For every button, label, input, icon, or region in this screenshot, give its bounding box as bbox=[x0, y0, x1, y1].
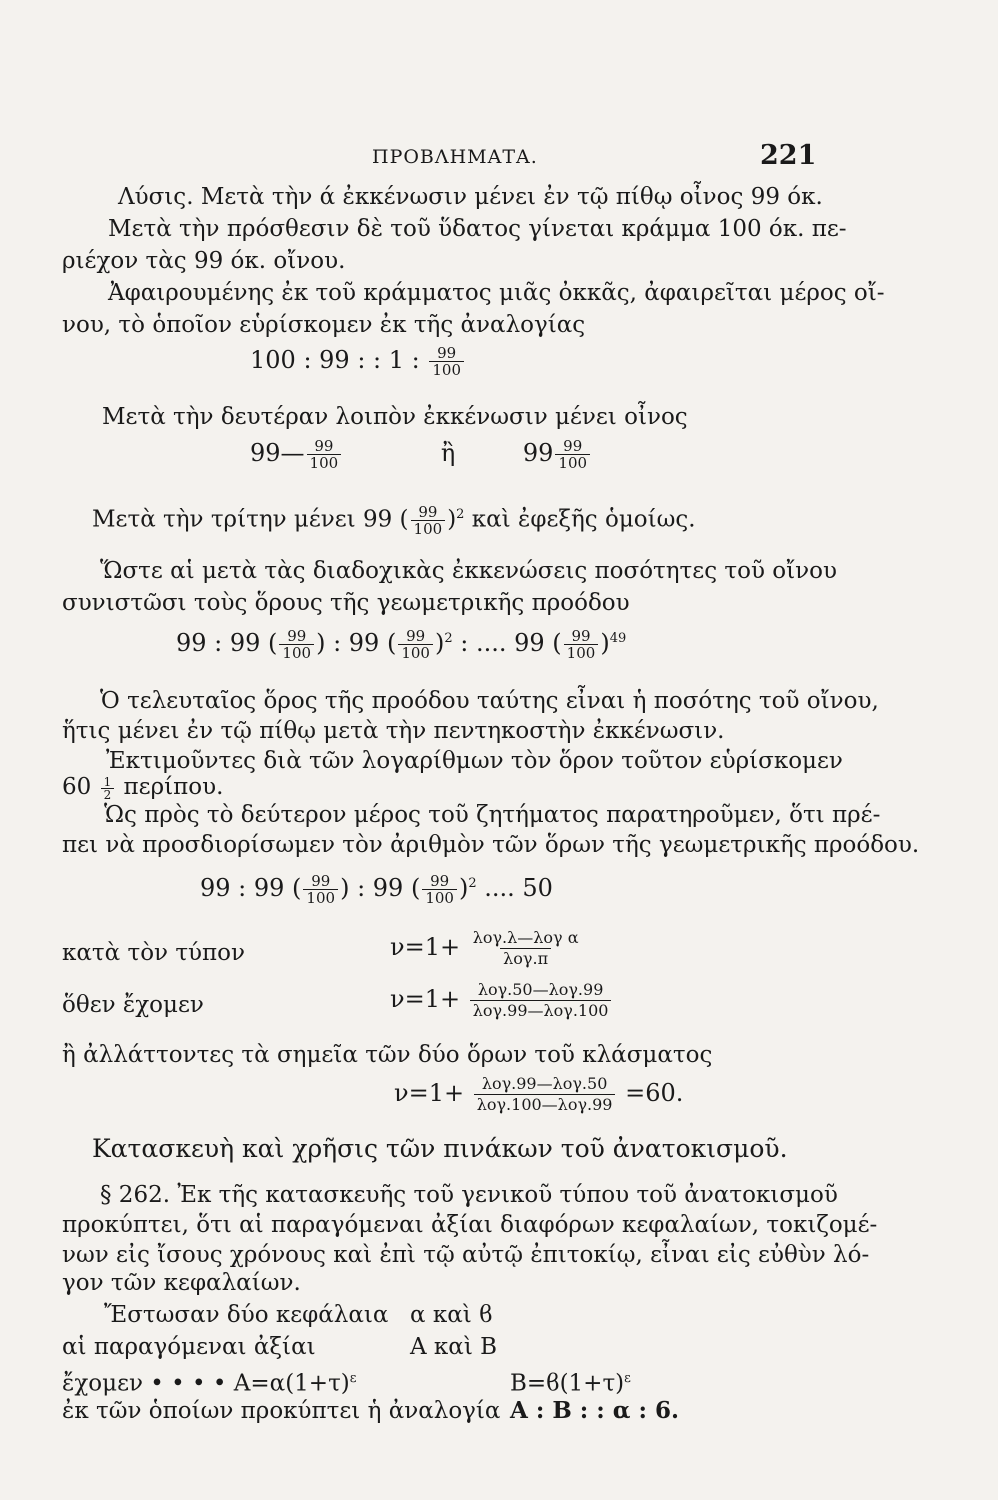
text-line: νου, τὸ ὁποῖον εὑρίσκομεν ἐκ τῆς ἀναλογίας bbox=[62, 312, 586, 338]
exponent: 49 bbox=[609, 631, 627, 646]
table-value: Α : Β : : α : 6. bbox=[510, 1397, 680, 1424]
denominator: 100 bbox=[564, 644, 599, 661]
equation-text: =60. bbox=[625, 1079, 684, 1107]
fraction bbox=[303, 873, 338, 906]
equation-text: 100 : 99 : : 1 : bbox=[250, 346, 420, 374]
denominator: λογ.100—λογ.99 bbox=[474, 1094, 616, 1115]
fraction bbox=[307, 438, 342, 471]
running-title: ΠΡΟΒΛΗΜΑΤΑ. bbox=[372, 146, 538, 168]
denominator: 100 bbox=[422, 889, 457, 906]
equation-text: ν=1+ bbox=[390, 985, 461, 1013]
denominator: λογ.π bbox=[500, 948, 551, 969]
numerator: 99 bbox=[418, 503, 438, 522]
remainder-equation bbox=[250, 438, 592, 471]
text-line: νων εἰς ἴσους χρόνους καὶ ἐπὶ τῷ αὐτῷ ἐπιτοκίῳ, εἶναι εἰς εὐθὺν λό- bbox=[62, 1242, 870, 1268]
text-line: Μετὰ τὴν δευτέραν λοιπὸν ἐκκένωσιν μένει οἶνος bbox=[102, 404, 688, 430]
equation-text: ν=1+ bbox=[390, 933, 461, 961]
page-number: 221 bbox=[760, 140, 817, 171]
fraction bbox=[470, 928, 582, 969]
fraction bbox=[564, 628, 599, 661]
formula-label: κατὰ τὸν τύπον bbox=[62, 940, 245, 966]
denominator: 100 bbox=[429, 361, 464, 378]
equation-text: : .... 99 bbox=[460, 629, 545, 657]
numerator: 99 bbox=[437, 344, 457, 362]
text-line: συνιστῶσι τοὺς ὅρους τῆς γεωμετρικῆς προόδου bbox=[62, 590, 630, 616]
fraction bbox=[429, 345, 464, 378]
text-line: πει νὰ προσδιορίσωμεν τὸν ἀριθμὸν τῶν ὅρων τῆς γεωμετρικῆς προόδου. bbox=[62, 832, 920, 858]
numerator: λογ.λ—λογ α bbox=[472, 928, 579, 947]
numerator: 99 bbox=[287, 627, 307, 645]
denominator: 100 bbox=[307, 454, 342, 471]
table-label: ἐκ τῶν ὁποίων προκύπτει ἡ ἀναλογία bbox=[62, 1398, 501, 1424]
third-emptying-line: Μετὰ τὴν τρίτην μένει 99 ( $\frac{99}{100}$ )$^2$ καὶ ἐφεξῆς ὁμοίως. bbox=[92, 503, 696, 539]
text-segment: περίπου. bbox=[123, 774, 224, 800]
numerator: λογ.50—λογ.99 bbox=[477, 980, 604, 999]
numerator: 99 bbox=[314, 437, 334, 455]
numerator: 1 bbox=[103, 774, 112, 789]
geometric-progression: 99 : 99 ( $\frac{99}{100}$ ) : 99 ( $\frac{99}{100}$ )$^2$ : .... 99 ( $\frac{99}{100}$ )$^{49}$ bbox=[176, 627, 627, 662]
formula-general bbox=[390, 928, 584, 969]
fraction bbox=[474, 1074, 616, 1115]
denominator: 100 bbox=[411, 520, 446, 537]
text-line: Ὥστε αἱ μετὰ τὰς διαδοχικὰς ἐκκενώσεις ποσότητες τοῦ οἴνου bbox=[100, 558, 837, 584]
exponent: 2 bbox=[456, 507, 465, 522]
table-value: α καὶ ϐ bbox=[410, 1302, 493, 1328]
table-value: Α καὶ Β bbox=[410, 1334, 498, 1360]
exponent: ε bbox=[349, 1371, 357, 1386]
text-line: ριέχον τὰς 99 όκ. οἴνου. bbox=[62, 248, 346, 274]
formula-result bbox=[394, 1074, 683, 1115]
text-segment: καὶ ἐφεξῆς ὁμοίως. bbox=[471, 506, 696, 533]
equation-text: 99 : 99 bbox=[176, 629, 261, 657]
denominator: 100 bbox=[398, 644, 433, 661]
proportion-equation bbox=[250, 345, 466, 378]
denominator: 100 bbox=[279, 644, 314, 661]
denominator: 100 bbox=[303, 889, 338, 906]
formula-specific bbox=[390, 980, 613, 1021]
text-segment: Β=ϐ(1+τ) bbox=[510, 1370, 625, 1397]
numerator: 99 bbox=[430, 872, 450, 890]
numerator: λογ.99—λογ.50 bbox=[481, 1074, 608, 1093]
denominator: 2 bbox=[101, 788, 115, 801]
table-label: Ἔστωσαν δύο κεφάλαια bbox=[104, 1302, 389, 1328]
equation-text: : 99 bbox=[333, 629, 380, 657]
equation-text: 99— bbox=[250, 439, 305, 467]
text-line: Μετὰ τὴν πρόσθεσιν δὲ τοῦ ὕδατος γίνεται κράμμα 100 όκ. πε- bbox=[108, 216, 847, 242]
numerator: 99 bbox=[406, 627, 426, 645]
equation-text: 99 bbox=[522, 439, 554, 467]
fraction bbox=[101, 776, 115, 801]
fraction bbox=[279, 628, 314, 661]
or-word: ἢ bbox=[440, 439, 456, 467]
text-line: § 262. Ἐκ τῆς κατασκευῆς τοῦ γενικοῦ τύπου τοῦ ἀνατοκισμοῦ bbox=[100, 1182, 838, 1208]
text-line: Ὁ τελευταῖος ὅρος τῆς προόδου ταύτης εἶναι ἡ ποσότης τοῦ οἴνου, bbox=[100, 688, 879, 714]
text-segment: ἔχομεν • • • • Α=α(1+τ) bbox=[62, 1370, 350, 1397]
text-line: Ἀφαιρουμένης ἐκ τοῦ κράμματος μιᾶς ὀκκᾶς, ἀφαιρεῖται μέρος οἴ- bbox=[108, 280, 885, 306]
fraction bbox=[411, 504, 446, 537]
fraction bbox=[470, 980, 612, 1021]
text-line: Ἐκτιμοῦντες διὰ τῶν λογαρίθμων τὸν ὅρον τοῦτον εὑρίσκομεν bbox=[106, 748, 843, 774]
fraction bbox=[398, 628, 433, 661]
text-line: Λύσις. Μετὰ τὴν ά ἐκκένωσιν μένει ἐν τῷ πίθῳ οἶνος 99 όκ. bbox=[118, 184, 823, 210]
equation-text: .... 50 bbox=[484, 874, 553, 902]
text-line: Ὡς πρὸς τὸ δεύτερον μέρος τοῦ ζητήματος παρατηροῦμεν, ὅτι πρέ- bbox=[104, 802, 881, 828]
terms-progression: 99 : 99 ( $\frac{99}{100}$ ) : 99 ( $\frac{99}{100}$ )$^2$ .... 50 bbox=[200, 872, 553, 907]
numerator: 99 bbox=[571, 627, 591, 645]
exponent: 2 bbox=[444, 631, 453, 646]
denominator: 100 bbox=[555, 454, 590, 471]
text-segment: Μετὰ τὴν τρίτην μένει 99 bbox=[92, 506, 393, 533]
fraction bbox=[555, 438, 590, 471]
exponent: 2 bbox=[468, 876, 477, 891]
denominator: λογ.99—λογ.100 bbox=[470, 1000, 612, 1021]
numerator: 99 bbox=[311, 872, 331, 890]
table-label bbox=[62, 1364, 357, 1399]
text-segment: 60 bbox=[62, 774, 92, 800]
equation-text: ν=1+ bbox=[394, 1079, 465, 1107]
equation-text: : 99 bbox=[357, 874, 404, 902]
text-line bbox=[62, 772, 223, 802]
text-line: γον τῶν κεφαλαίων. bbox=[62, 1270, 301, 1296]
numerator: 99 bbox=[563, 437, 583, 455]
text-line: ἢ ἀλλάττοντες τὰ σημεῖα τῶν δύο ὅρων τοῦ κλάσματος bbox=[62, 1042, 713, 1068]
table-value bbox=[510, 1364, 631, 1399]
formula-label: ὅθεν ἔχομεν bbox=[62, 992, 204, 1018]
section-heading: Κατασκευὴ καὶ χρῆσις τῶν πινάκων τοῦ ἀνατοκισμοῦ. bbox=[92, 1134, 788, 1163]
table-label: αἱ παραγόμεναι ἀξίαι bbox=[62, 1334, 316, 1360]
text-line: ἥτις μένει ἐν τῷ πίθῳ μετὰ τὴν πεντηκοστὴν ἐκκένωσιν. bbox=[62, 718, 725, 744]
equation-text: 99 : 99 bbox=[200, 874, 285, 902]
text-line: προκύπτει, ὅτι αἱ παραγόμεναι ἀξίαι διαφόρων κεφαλαίων, τοκιζομέ- bbox=[62, 1212, 878, 1238]
exponent: ε bbox=[624, 1371, 631, 1386]
fraction bbox=[422, 873, 457, 906]
